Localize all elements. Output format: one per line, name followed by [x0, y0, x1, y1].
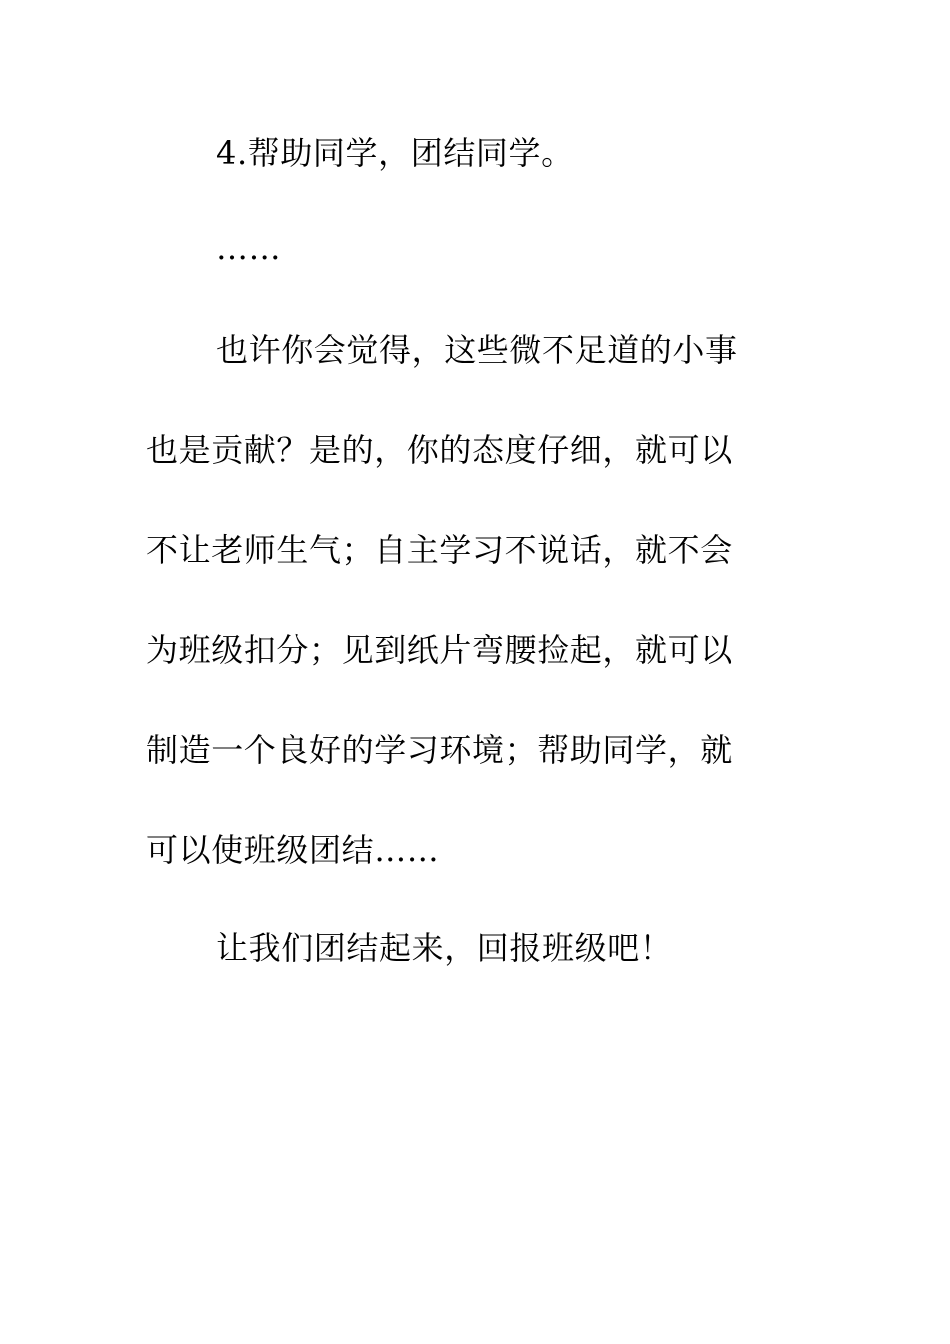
ellipsis-line: ……	[216, 229, 282, 267]
list-item-4: 4.帮助同学，团结同学。	[216, 134, 574, 172]
paragraph-line: 不让老师生气；自主学习不说话，就不会	[146, 531, 733, 569]
paragraph-line: 也是贡献？是的，你的态度仔细，就可以	[146, 431, 733, 469]
paragraph-line: 也许你会觉得，这些微不足道的小事	[216, 331, 738, 369]
paragraph-line: 制造一个良好的学习环境；帮助同学，就	[146, 731, 733, 769]
closing-line: 让我们团结起来，回报班级吧！	[216, 929, 673, 967]
paragraph-line: 可以使班级团结……	[146, 831, 440, 869]
paragraph-line: 为班级扣分；见到纸片弯腰捡起，就可以	[146, 631, 733, 669]
